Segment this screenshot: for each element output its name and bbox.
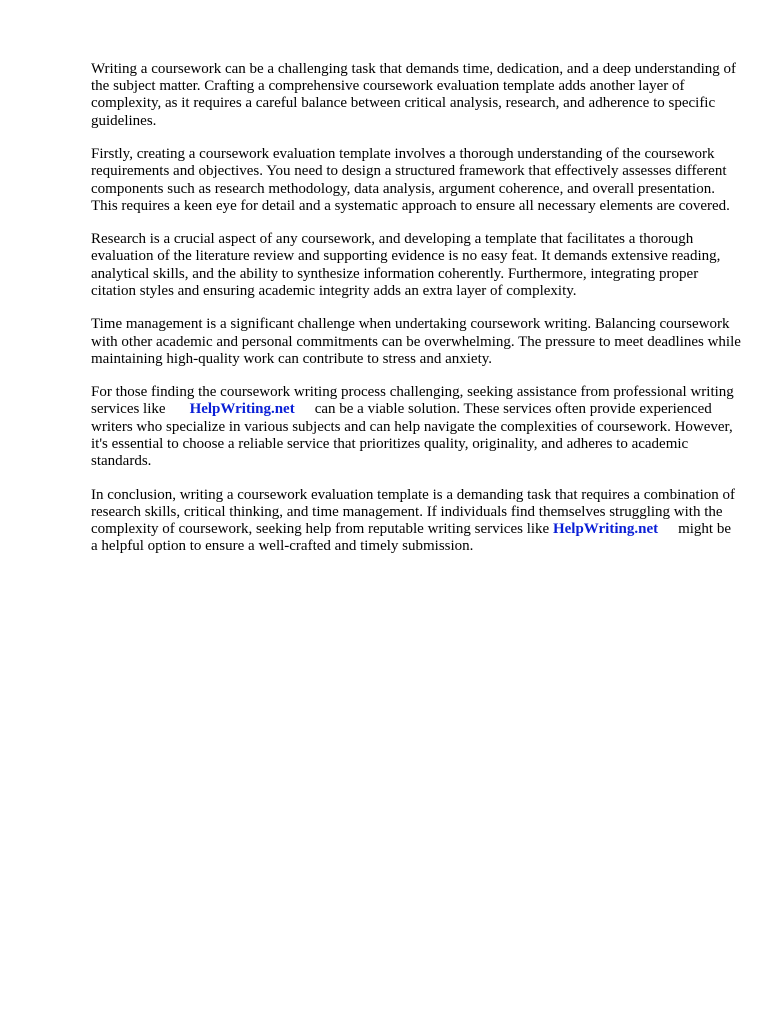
paragraph-writing-services — [91, 384, 741, 470]
paragraph-text-before-link: In conclusion, writing a coursework evaluation template is a demanding task that requires a combination of research skills, critical thinking, and time management. If individuals find themselves struggling with the complexity of coursework, seeking help from reputable writing services like — [91, 486, 735, 537]
paragraph-text-after-link: can be a viable solution. These services often provide experienced writers who specialize in various subjects and can help navigate the complexities of coursework. However, it's essential to choose a reliable service that prioritizes quality, originality, and adheres to academic standards. — [91, 401, 733, 470]
helpwriting-link[interactable]: HelpWriting.net — [552, 520, 659, 537]
helpwriting-link[interactable]: HelpWriting.net — [189, 401, 295, 418]
paragraph-conclusion — [91, 487, 741, 556]
paragraph-research: Research is a crucial aspect of any coursework, and developing a template that facilitates a thorough evaluation of the literature review and supporting evidence is no easy feat. It demands extensive reading, analytical skills, and the ability to synthesize information coherently. Furthermore, integrating proper citation styles and ensuring academic integrity adds an extra layer of complexity. — [91, 231, 721, 299]
document-page — [91, 61, 741, 572]
paragraph-text-after-link: might be a helpful option to ensure a well-crafted and timely submission. — [91, 520, 732, 555]
paragraph-template-design: Firstly, creating a coursework evaluation template involves a thorough understanding of the coursework requirements and objectives. You need to design a structured framework that effectively assesses different components such as research methodology, data analysis, argument coherence, and overall presentation. This requires a keen eye for detail and a systematic approach to ensure all necessary elements are covered. — [91, 146, 730, 214]
paragraph-intro: Writing a coursework can be a challenging task that demands time, dedication, and a deep understanding of the subject matter. Crafting a comprehensive coursework evaluation template adds another layer of complexity, as it requires a careful balance between critical analysis, research, and adherence to specific guidelines. — [91, 61, 737, 129]
paragraph-time-management: Time management is a significant challenge when undertaking coursework writing. Balancing coursework with other academic and personal commitments can be overwhelming. The pressure to meet deadlines while maintaining high-quality work can contribute to stress and anxiety. — [91, 316, 741, 367]
paragraph-text-before-link: For those finding the coursework writing process challenging, seeking assistance from professional writing services like — [91, 384, 734, 418]
